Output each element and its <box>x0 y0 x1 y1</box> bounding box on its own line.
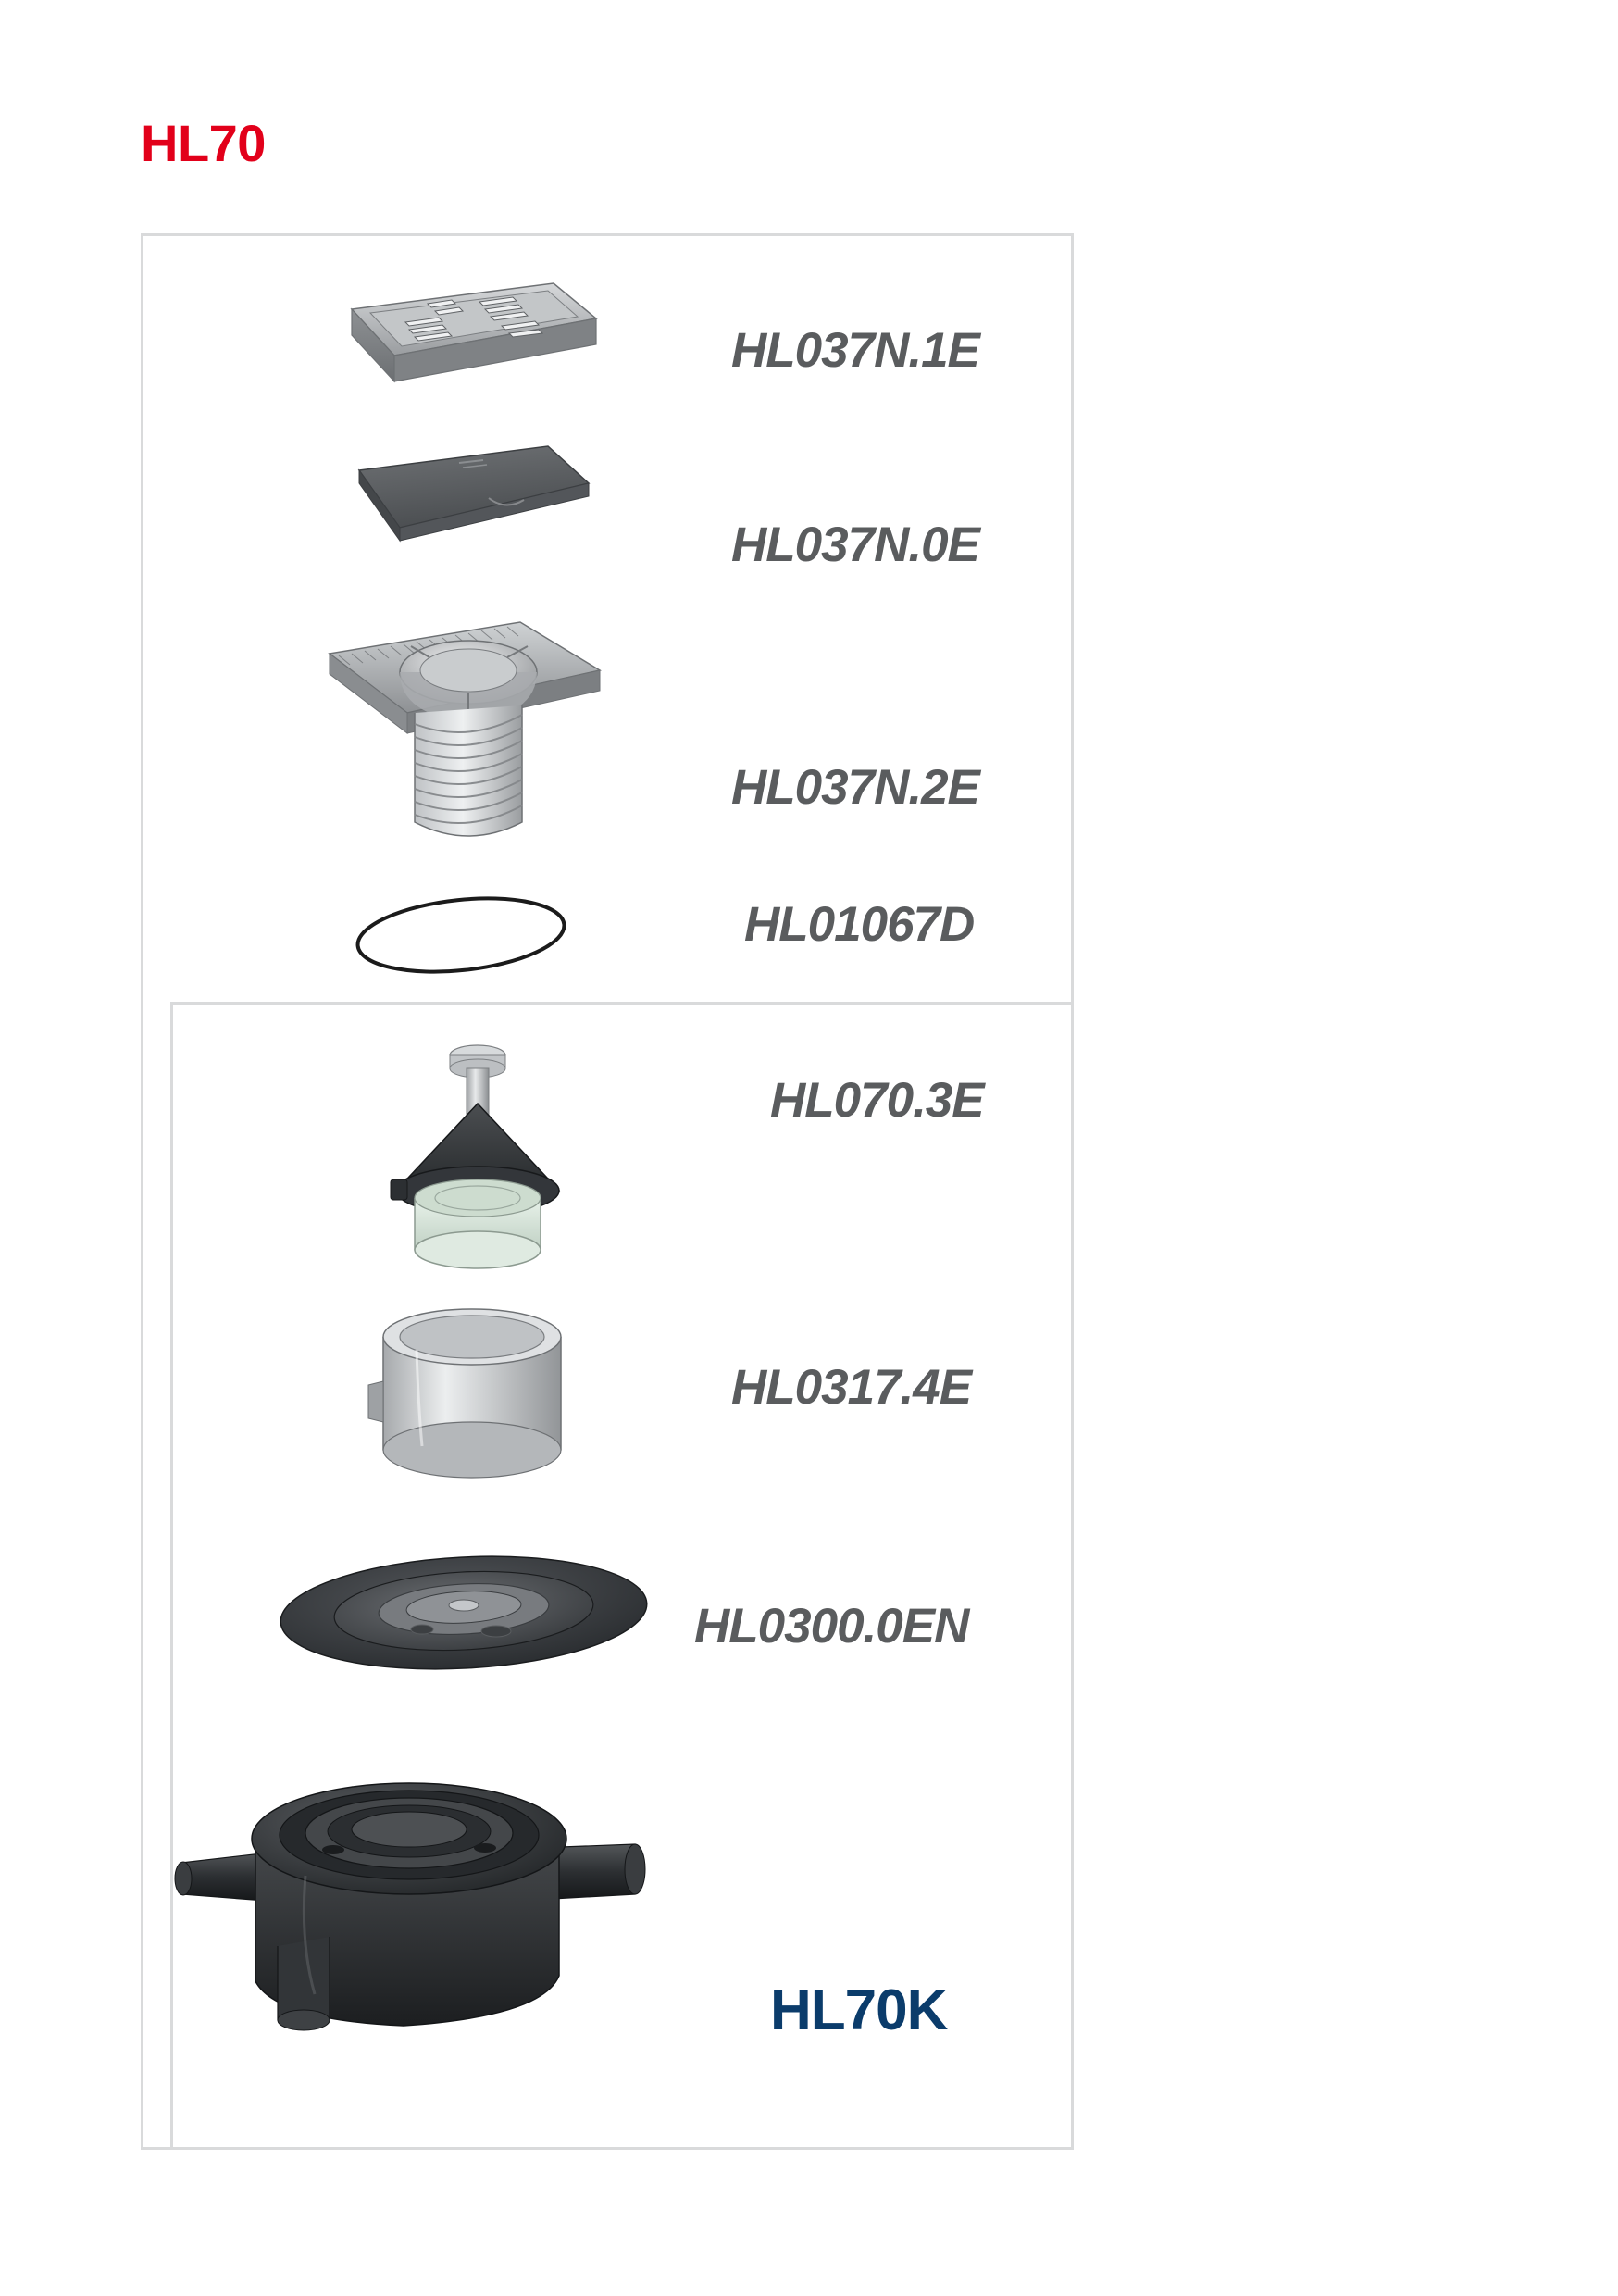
part-image-cover-plate <box>350 443 609 581</box>
part-label-6: HL0300.0EN <box>694 1599 969 1653</box>
part-image-o-ring <box>350 889 572 981</box>
part-image-trap-insert <box>357 1035 604 1285</box>
part-image-extension-sleeve <box>352 1296 592 1500</box>
page-title: HL70 <box>141 114 266 172</box>
part-label-0: HL037N.1E <box>731 323 979 378</box>
part-image-grate-square <box>339 267 607 415</box>
part-label-2: HL037N.2E <box>731 760 979 815</box>
part-image-seal-disc <box>274 1546 653 1685</box>
part-label-5: HL0317.4E <box>731 1360 972 1415</box>
part-label-3: HL01067D <box>744 897 975 952</box>
part-label-4: HL070.3E <box>770 1073 984 1128</box>
part-label-7: HL70K <box>770 1978 948 2042</box>
part-image-body-threaded <box>318 604 615 863</box>
part-image-drain-housing <box>167 1703 722 2092</box>
part-label-1: HL037N.0E <box>731 518 979 572</box>
